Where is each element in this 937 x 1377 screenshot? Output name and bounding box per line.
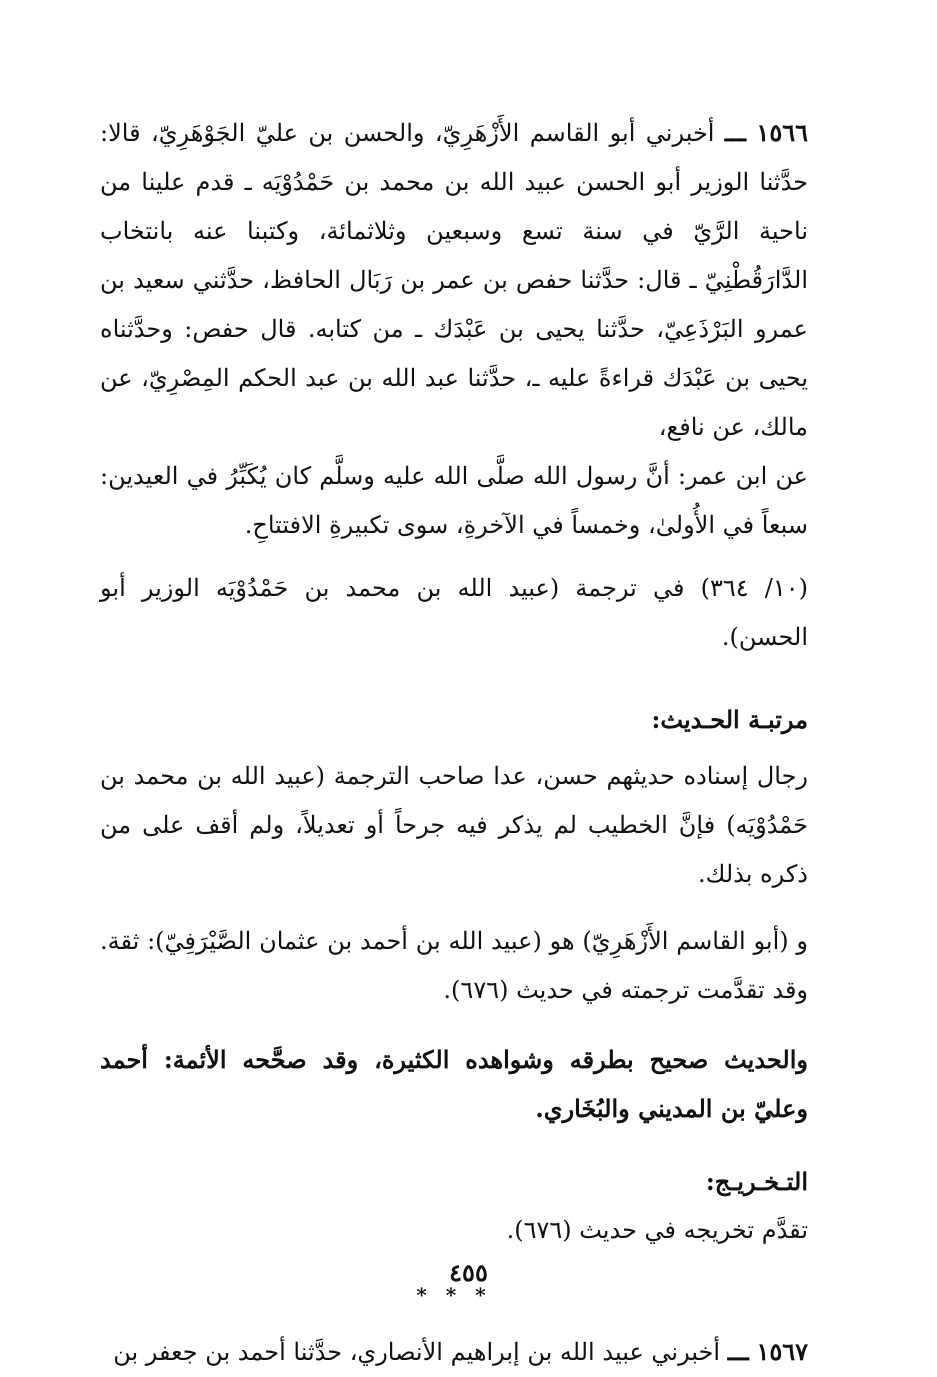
grading-paragraph-3: والحديث صحيح بطرقه وشواهده الكثيرة، وقد صحَّحه الأئمة: أحمد وعليّ بن المديني والبُخَاري. — [100, 1045, 808, 1123]
hadith-1566-reference: (١٠/ ٣٦٤) في ترجمة (عبيد الله بن محمد بن حَمْدُوْيَه الوزير أبو الحسن). — [100, 574, 808, 651]
hadith-dash: ـــ — [724, 118, 746, 147]
section-separator: * * * — [416, 1283, 492, 1307]
hadith-number: ١٥٦٧ — [756, 1337, 808, 1366]
grading-heading: مرتبـة الحـديث: — [651, 705, 808, 734]
hadith-1566-isnad — [100, 108, 808, 452]
hadith-number: ١٥٦٦ — [756, 118, 808, 147]
hadith-1566-matn: عن ابن عمر: أنَّ رسول الله صلَّى الله عليه وسلَّم كان يُكَبِّرُ في العيدين: سبعاً في الأُولىٰ، وخمساً في الآخرةِ، سوى تكبيرةِ الافتتاحِ. — [100, 462, 808, 539]
isnad-text: أخبرني أبو القاسم الأَزْهَرِيّ، والحسن بن عليّ الجَوْهَرِيّ، قالا: حدَّثنا الوزير أبو الحسن عبيد الله بن محمد بن حَمْدُوْيَه ـ قدم علينا من ناحية الرَّيّ في سنة تسع وسبعين وثلاثمائة، وكتبنا عنه بانتخاب الدَّارَقُطْنِيّ ـ قال: حدَّثنا حفص بن عمر بن رَبَال الحافظ، حدَّثني سعيد بن عمرو البَرْذَعِيّ، حدَّثنا يحيى بن عَبْدَك ـ من كتابه. قال حفص: وحدَّثناه يحيى بن عَبْدَك قراءةً عليه ـ، حدَّثنا عبد الله بن عبد الحكم المِصْرِيّ، عن مالك، عن نافع، — [100, 119, 809, 441]
grading-paragraph-1: رجال إسناده حديثهم حسن، عدا صاحب الترجمة (عبيد الله بن محمد بن حَمْدُوْيَه) فإنَّ الخطيب لم يذكر فيه جرحاً أو تعديلاً، ولم أقف على من ذكره بذلك. — [100, 762, 808, 888]
page-number: ٤٥٥ — [449, 1258, 488, 1287]
hadith-1567-text: أخبرني عبيد الله بن إبراهيم الأنصاري، حدَّثنا أحمد بن جعفر بن — [113, 1338, 721, 1366]
page-body — [100, 108, 808, 1377]
takhrij-text: تقدَّم تخريجه في حديث (٦٧٦). — [506, 1216, 808, 1244]
takhrij-heading: التـخـريـج: — [705, 1167, 808, 1196]
grading-paragraph-2: و (أبو القاسم الأَزْهَرِيّ) هو (عبيد الله بن أحمد بن عثمان الصَّيْرَفِيّ): ثقة. وقد تقدَّمت ترجمته في حديث (٦٧٦). — [100, 927, 808, 1004]
hadith-1567-isnad — [100, 1327, 808, 1377]
hadith-dash: ـــ — [727, 1337, 749, 1366]
